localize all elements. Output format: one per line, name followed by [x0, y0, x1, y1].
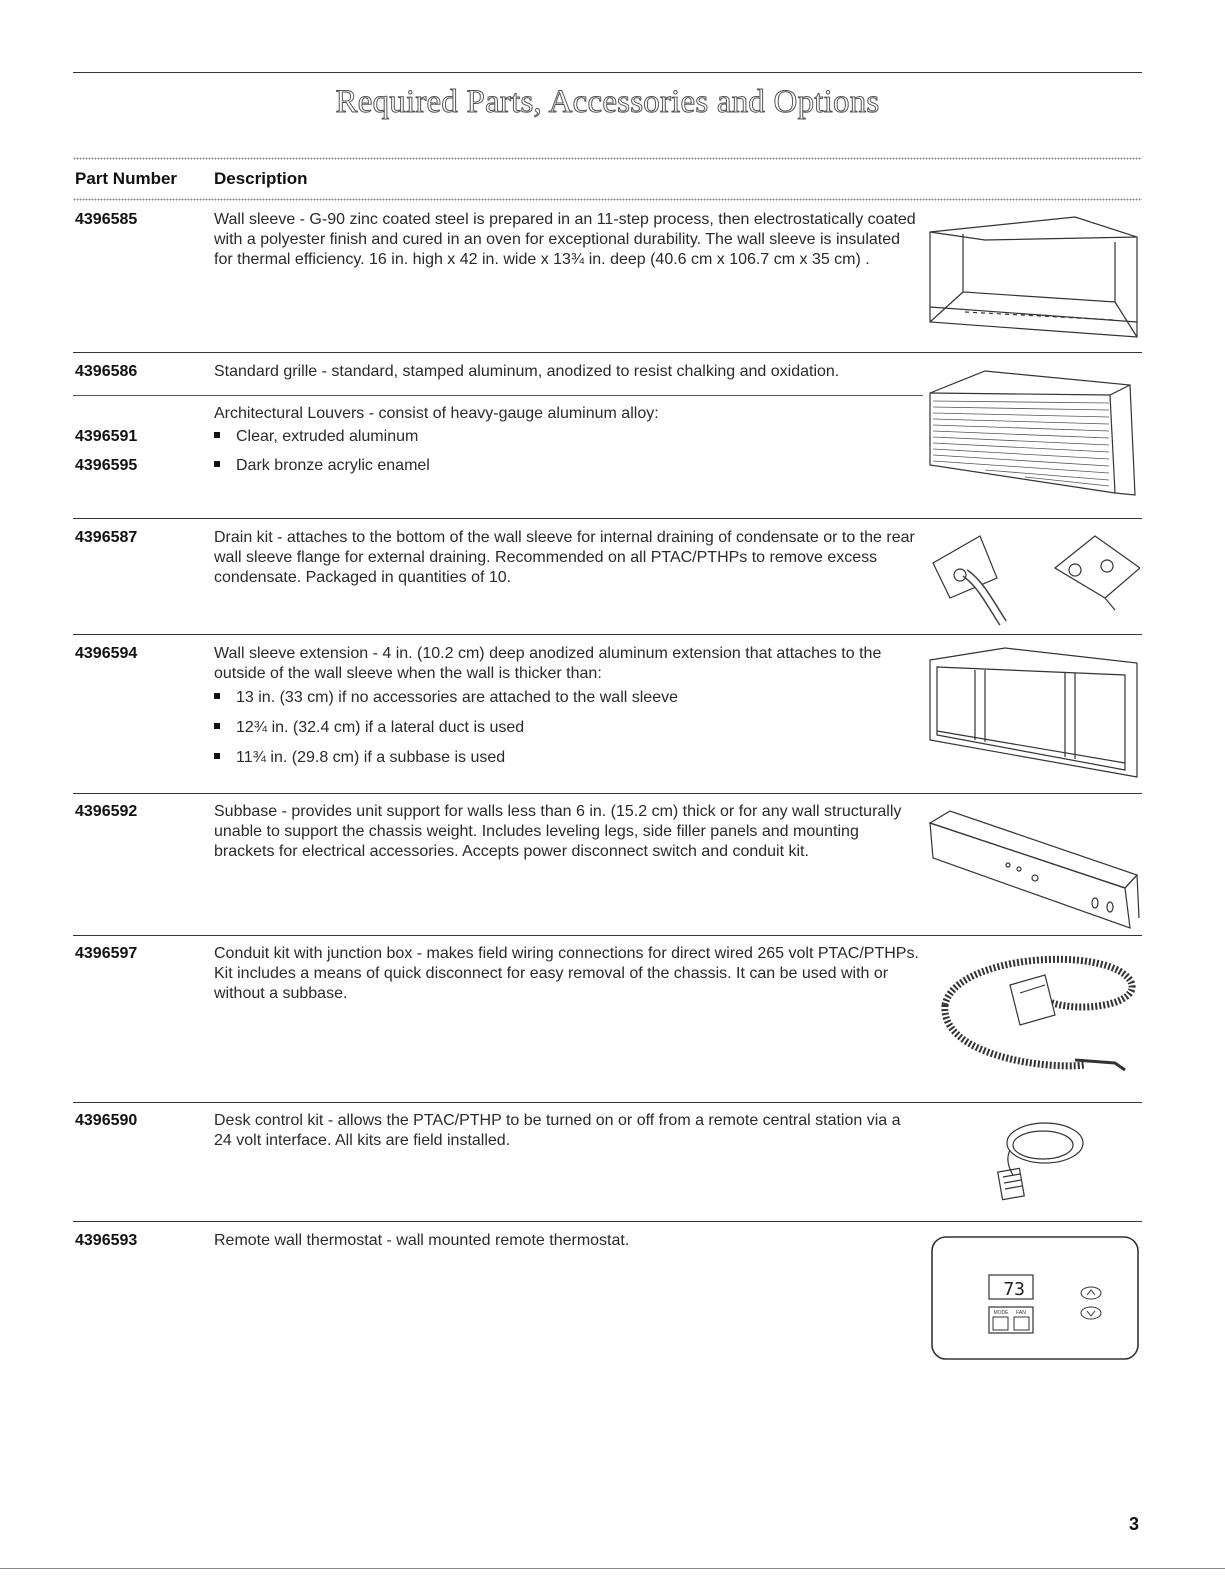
bullet-item: 11¾ in. (29.8 cm) if a subbase is used: [214, 748, 505, 768]
desk-control-illustration: [985, 1115, 1085, 1210]
bullet-item: 12¾ in. (32.4 cm) if a lateral duct is used: [214, 718, 524, 738]
part-description: Remote wall thermostat - wall mounted remote thermostat.: [214, 1232, 630, 1249]
bullet-item: Dark bronze acrylic enamel: [214, 456, 430, 476]
section-rule: [73, 935, 1142, 936]
bullet-icon: [214, 723, 220, 729]
thermostat-illustration: [925, 1233, 1145, 1363]
top-rule: [73, 72, 1142, 73]
grille-illustration: [925, 365, 1140, 500]
fan-button-label: FAN: [1016, 1310, 1026, 1316]
part-description: Wall sleeve - G-90 zinc coated steel is prepared in an 11-step process, then electrostatically coated with a polyester finish and cured in an oven for exceptional durability. The wall sleeve is insulated for thermal efficiency. 16 in. high x 42 in. wide x 13¾ in. deep (40.6 cm x 106.7 cm x 35 cm) .: [214, 211, 916, 268]
mode-button-label: MODE: [993, 1310, 1009, 1316]
thermostat-display-value: 73: [1003, 1279, 1025, 1300]
part-description: Standard grille - standard, stamped aluminum, anodized to resist chalking and oxidation.: [214, 363, 840, 380]
subbase-illustration: [925, 803, 1140, 933]
part-number: 4396591: [75, 428, 138, 445]
section-rule: [73, 518, 1142, 519]
part-number: 4396597: [75, 945, 138, 962]
bullet-item: 13 in. (33 cm) if no accessories are attached to the wall sleeve: [214, 688, 678, 708]
part-description: Drain kit - attaches to the bottom of the wall sleeve for internal draining of condensate or to the rear wall sleeve flange for external draining. Recommended on all PTAC/PTHPs to remove excess condensate. Packaged in quantities of 10.: [214, 529, 915, 586]
bottom-rule: [0, 1568, 1225, 1569]
sleeve-extension-illustration: [925, 645, 1140, 780]
header-dotted-rule: [73, 157, 1142, 160]
section-rule: [73, 1221, 1142, 1222]
part-description: Desk control kit - allows the PTAC/PTHP to be turned on or off from a remote central station via a 24 volt interface. All kits are field installed.: [214, 1112, 901, 1149]
section-rule: [73, 634, 1142, 635]
part-description: Conduit kit with junction box - makes field wiring connections for direct wired 265 volt PTAC/PTHPs. Kit includes a means of quick disconnect for easy removal of the chassis. It can be used with or without a subbase.: [214, 945, 919, 1002]
part-number: 4396593: [75, 1232, 138, 1249]
bullet-icon: [214, 461, 220, 467]
down-arrow-icon: [1081, 1307, 1101, 1319]
bullet-icon: [214, 432, 220, 438]
mode-button: [993, 1317, 1008, 1330]
part-description: Wall sleeve extension - 4 in. (10.2 cm) deep anodized aluminum extension that attaches to the outside of the wall sleeve when the wall is thicker than:: [214, 645, 882, 682]
up-arrow-icon: [1081, 1287, 1101, 1299]
header-dotted-rule-bottom: [73, 198, 1142, 201]
part-number: 4396586: [75, 363, 138, 380]
part-number: 4396594: [75, 645, 138, 662]
bullet-icon: [214, 753, 220, 759]
column-header-description: Description: [214, 169, 308, 188]
wall-sleeve-illustration: [925, 212, 1140, 342]
page-number: 3: [1128, 1514, 1139, 1534]
fan-button: [1014, 1317, 1029, 1330]
page-title: Required Parts, Accessories and Options: [335, 84, 880, 120]
column-header-part-number: Part Number: [75, 169, 178, 188]
part-number: 4396590: [75, 1112, 138, 1129]
part-number: 4396592: [75, 803, 138, 820]
part-number: 4396587: [75, 529, 138, 546]
part-number: 4396595: [75, 457, 138, 474]
part-number: 4396585: [75, 211, 138, 228]
conduit-kit-illustration: [925, 945, 1140, 1075]
part-description: Subbase - provides unit support for walls less than 6 in. (15.2 cm) thick or for any wall structurally unable to support the chassis weight. Includes leveling legs, side filler panels and mounting brackets for electrical accessories. Accepts power disconnect switch and conduit kit.: [214, 803, 902, 860]
sub-rule: [73, 395, 923, 396]
louvers-intro: Architectural Louvers - consist of heavy-gauge aluminum alloy:: [214, 405, 659, 422]
bullet-icon: [214, 693, 220, 699]
section-rule: [73, 352, 1142, 353]
drain-kit-illustration: [925, 528, 1140, 628]
section-rule: [73, 1102, 1142, 1103]
section-rule: [73, 793, 1142, 794]
bullet-item: Clear, extruded aluminum: [214, 427, 418, 447]
